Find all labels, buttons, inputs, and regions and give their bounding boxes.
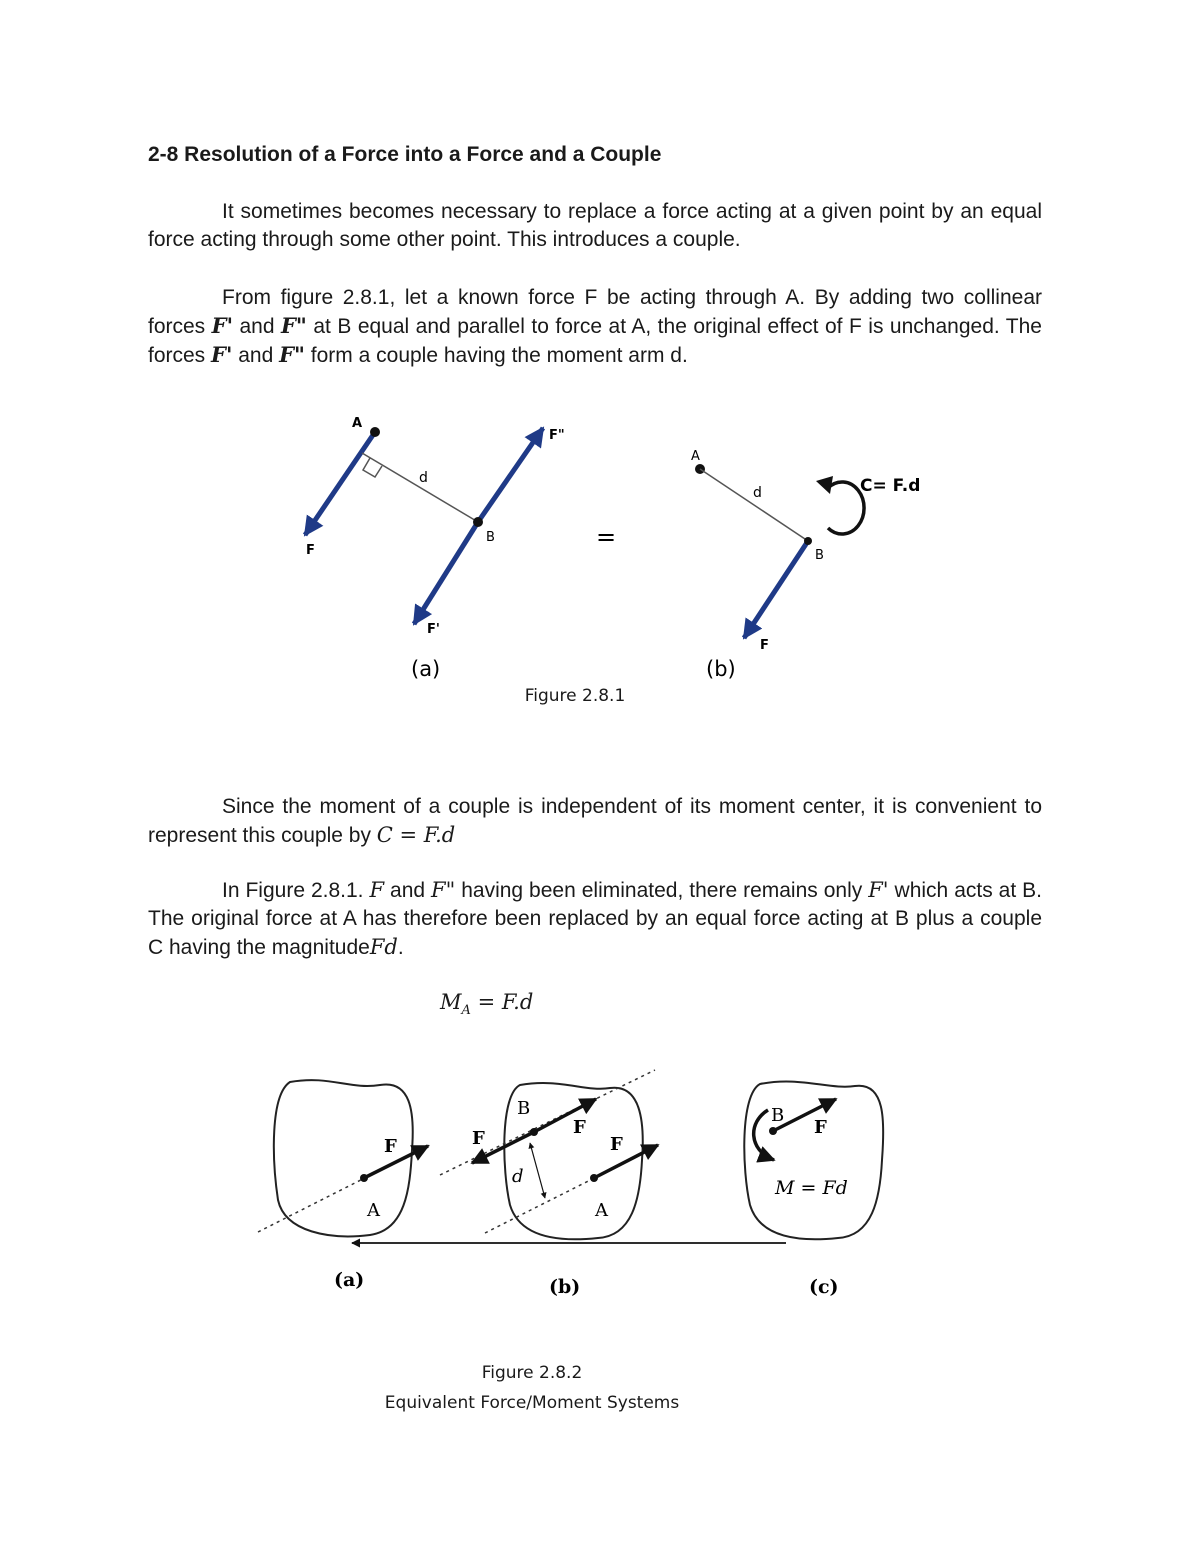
paragraph-elimination (148, 876, 1042, 962)
label-f-upper: F (573, 1117, 586, 1138)
label-f-double-prime: F" (549, 428, 565, 443)
figure-1a (305, 416, 565, 681)
label-f: F (306, 543, 315, 558)
figure-2a (258, 1080, 430, 1291)
para2-text-2: and (233, 315, 282, 338)
couple-arrowhead-icon (816, 476, 833, 494)
sublabel-b: (b) (706, 657, 736, 681)
para2-text-5: form a couple having the moment arm d. (304, 344, 688, 367)
point-b-dot (769, 1127, 777, 1135)
label-f: F (384, 1136, 397, 1157)
para4-text-2: and (384, 879, 432, 902)
para3-text: Since the moment of a couple is independent of its moment center, it is convenient to represent this couple by (148, 795, 1042, 847)
symbol-f-prime: F' (211, 313, 234, 338)
sublabel-a: (a) (334, 1269, 365, 1291)
label-f-lower: F (610, 1134, 623, 1155)
para4-text-1: In Figure 2.8.1. (222, 879, 370, 902)
label-b: B (815, 548, 824, 563)
label-a: A (367, 1200, 380, 1221)
symbol-f: F (369, 878, 385, 902)
figure-2c (744, 1081, 883, 1298)
symbol-f-prime: F' (868, 878, 889, 902)
symbol-f-double-prime: F" (279, 342, 305, 367)
label-f-left: F (472, 1128, 485, 1149)
moment-equation (440, 990, 533, 1018)
sublabel-a: (a) (411, 657, 441, 681)
force-f-double-prime-arrow (478, 428, 543, 522)
figure-1b (691, 449, 920, 681)
para2-text-3: at B equal and parallel to force at A, the original effect of F is unchanged. The forces (148, 315, 1042, 367)
symbol-f-double-prime: F" (281, 313, 307, 338)
figure-2-8-1 (0, 400, 1200, 730)
point-b-dot (804, 537, 812, 545)
paragraph-figure-description (148, 284, 1042, 370)
label-f: F (760, 638, 769, 653)
force-f-arrow (744, 541, 808, 638)
equation-rhs: = F.d (470, 990, 534, 1014)
section-heading: 2-8 Resolution of a Force into a Force and a Couple (148, 143, 662, 166)
right-angle-mark (363, 458, 382, 477)
equation-subscript: A (461, 1003, 471, 1019)
sublabel-c: (c) (809, 1276, 839, 1298)
para2-text-1: From figure 2.8.1, let a known force F be acting through A. By adding two collinear forces (148, 286, 1042, 338)
force-f-arrow (305, 432, 375, 535)
label-d: d (419, 470, 428, 486)
label-d: d (753, 485, 762, 501)
label-b: B (517, 1098, 531, 1119)
equation-inline-c: C = F.d (376, 823, 456, 847)
label-b: B (486, 530, 495, 545)
equation-lhs: M (440, 990, 462, 1014)
para4-text-5: . (397, 936, 404, 959)
moment-arm-line (362, 453, 478, 522)
symbol-fd: Fd (369, 935, 398, 959)
sublabel-b: (b) (549, 1276, 581, 1298)
para4-text-3: having been eliminated, there remains only (455, 879, 869, 902)
couple-arrow-icon (828, 482, 864, 534)
force-f-upper-arrow (534, 1099, 596, 1132)
moment-arm-line (700, 469, 808, 541)
label-d: d (512, 1166, 524, 1187)
label-f: F (814, 1117, 827, 1138)
line-of-action-upper (440, 1070, 655, 1175)
label-b: B (771, 1105, 785, 1126)
distance-d-arrow (530, 1143, 545, 1198)
moment-label: M = Fd (775, 1177, 848, 1199)
rigid-body-outline (744, 1081, 883, 1239)
label-a: A (595, 1200, 608, 1221)
paragraph-couple-representation (148, 793, 1042, 850)
symbol-f-double-prime: F" (431, 878, 456, 902)
point-b-dot (473, 517, 483, 527)
point-a-dot (370, 427, 380, 437)
rigid-body-outline (274, 1080, 413, 1236)
figure-1-caption: Figure 2.8.1 (524, 686, 626, 706)
figure-2b (440, 1070, 660, 1298)
label-a: A (691, 449, 700, 464)
para4-text-4: which acts at B. The original force at A has therefore been replaced by an equal force acting at B plus a couple C having the magnitude (148, 879, 1042, 959)
label-f-prime: F' (427, 622, 440, 637)
figure-2-8-2 (0, 1060, 1200, 1310)
force-f-prime-arrow (414, 522, 478, 624)
paragraph-intro: It sometimes becomes necessary to replace a force acting at a given point by an equal force acting through some other point. This introduces a couple. (148, 200, 1042, 251)
point-a-dot (590, 1174, 598, 1182)
para2-text-4: and (232, 344, 280, 367)
couple-label: C= F.d (860, 476, 921, 496)
equals-sign: = (596, 523, 617, 551)
symbol-f-prime: F' (211, 342, 233, 367)
point-b-dot (530, 1128, 538, 1136)
figure-2-caption-line1: Figure 2.8.2 (481, 1363, 583, 1383)
force-f-lower-arrow (594, 1145, 658, 1178)
label-a: A (352, 416, 363, 431)
figure-2-caption-line2: Equivalent Force/Moment Systems (384, 1393, 680, 1413)
point-a-dot (360, 1174, 368, 1182)
